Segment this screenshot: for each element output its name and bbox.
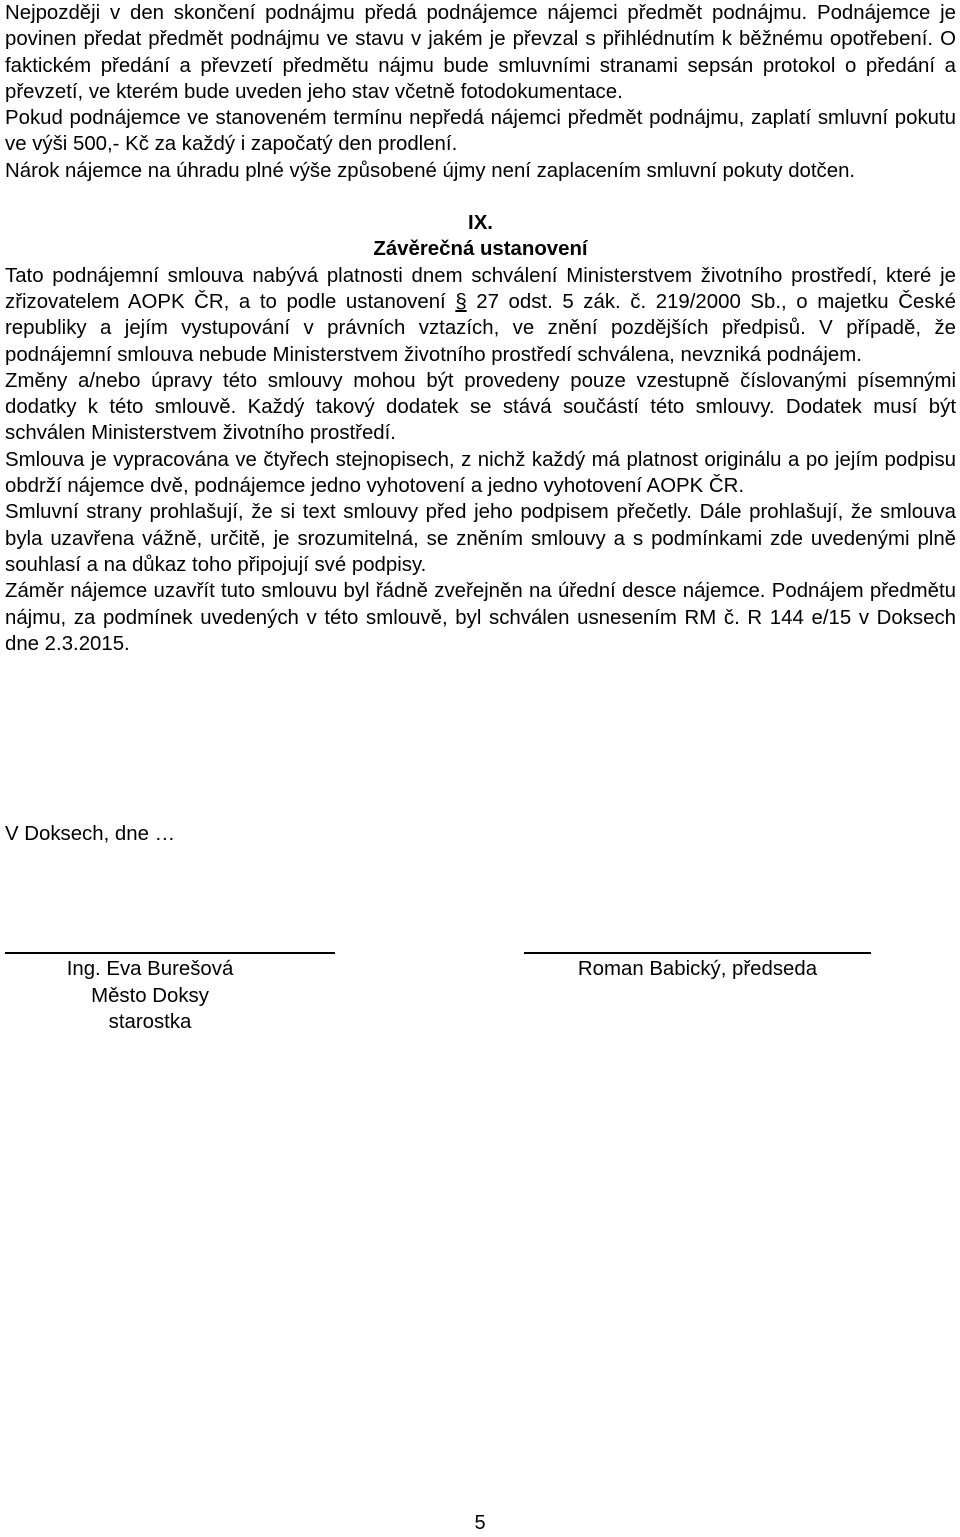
signature-block-right <box>524 956 871 983</box>
paragraph-validity-part-a: Tato podnájemní smlouva nabývá platnosti dnem schválení Ministerstvem životního prostředí, které je zřizovatelem AOPK ČR, a to podle ustanovení <box>5 264 956 313</box>
section-number: IX. <box>468 212 493 235</box>
paragraph-publication: Záměr nájemce uzavřít tuto smlouvu byl řádně zveřejněn na úřední desce nájemce. Podnájem předmětu nájmu, za podmínek uvedených v této smlouvě, byl schválen usnesením RM č. R 144 e/15 v Doksech dne 2.3.2015. <box>5 580 956 655</box>
document-page <box>5 0 956 657</box>
signatory-left-organization: Město Doksy <box>91 984 209 1007</box>
signatory-left-role: starostka <box>108 1011 192 1033</box>
paragraph-copies: Smlouva je vypracována ve čtyřech stejnopisech, z nichž každý má platnost originálu a po jejím podpisu obdrží nájemce dvě, podnájemce jedno vyhotovení a jedno vyhotovení AOPK ČR. <box>5 448 956 498</box>
signatory-right-name: Roman Babický, předseda <box>577 958 818 980</box>
signatory-left-name: Ing. Eva Burešová <box>66 958 234 980</box>
paragraph-return-of-premises: Nejpozději v den skončení podnájmu předá podnájemce nájemci předmět podnájmu. Podnájemce je povinen předat předmět podnájmu ve stavu v jakém je převzal s přihlédnutím k běžnému opotřebení. O faktickém předání a převzetí předmětu nájmu bude smluvními stranami sepsán protokol o předání a převzetí, ve kterém bude uveden jeho stav včetně fotodokumentace. <box>5 2 956 103</box>
paragraph-amendments: Změny a/nebo úpravy této smlouvy mohou být provedeny pouze vzestupně číslovanými písemnými dodatky k této smlouvě. Každý takový dodatek se stává součástí této smlouvy. Dodatek musí být schválen Ministerstvem životního prostředí. <box>5 369 956 445</box>
paragraph-validity-part-b: 27 odst. 5 zák. č. 219/2000 Sb., o majetku České republiky a jejím vystupování v právních vztazích, ve znění pozdějších předpisů. V případě, že podnájemní smlouva nebude Ministerstvem životního prostředí schválena, nevzniká podnájem. <box>5 290 956 366</box>
spacer <box>5 184 956 210</box>
paragraph-validity <box>5 263 956 368</box>
signature-line-left <box>5 952 335 954</box>
section-sign: § <box>455 290 467 313</box>
signature-line-right <box>524 952 871 954</box>
place-and-date: V Doksech, dne … <box>5 823 176 845</box>
paragraph-penalty: Pokud podnájemce ve stanoveném termínu nepředá nájemci předmět podnájmu, zaplatí smluvní pokutu ve výši 500,- Kč za každý i započatý den prodlení. <box>5 107 956 156</box>
signature-block-left <box>5 956 295 1036</box>
paragraph-declaration: Smluvní strany prohlašují, že si text smlouvy před jeho podpisem přečetly. Dále prohlašují, že smlouva byla uzavřena vážně, určitě, je srozumitelná, se zněním smlouvy a s podmínkami zde uvedenými plně souhlasí a na důkaz toho připojují své podpisy. <box>5 501 956 576</box>
paragraph-damage-claim: Nárok nájemce na úhradu plné výše způsobené újmy není zaplacením smluvní pokuty dotčen. <box>5 159 856 182</box>
section-title: Závěrečná ustanovení <box>373 238 588 261</box>
page-number: 5 <box>474 1512 486 1534</box>
